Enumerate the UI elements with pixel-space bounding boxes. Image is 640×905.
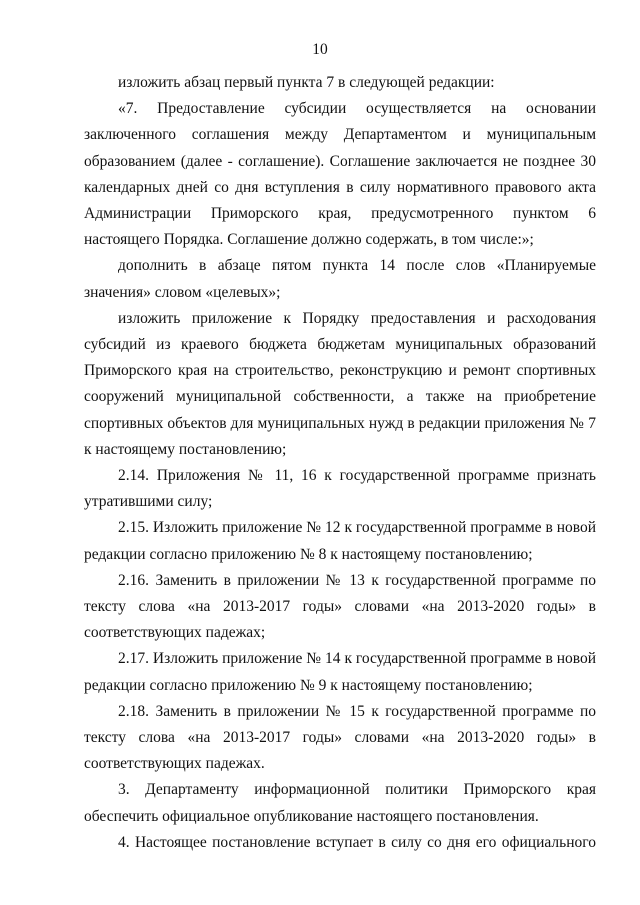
- paragraph-2-18: 2.18. Заменить в приложении № 15 к государственной программе по тексту слова «на 2013-2017 годы» словами «на 2013-2020 годы» в соответствующих падежах.: [84, 702, 596, 773]
- paragraph-item-14: дополнить в абзаце пятом пункта 14 после слов «Планируемые значения» словом «целевых»;: [84, 257, 596, 301]
- paragraph-2-15: 2.15. Изложить приложение № 12 к государственной программе в новой редакции согласно приложению № 8 к настоящему постановлению;: [84, 519, 596, 563]
- paragraph-3: 3. Департаменту информационной политики Приморского края обеспечить официальное опубликование настоящего постановления.: [84, 781, 596, 825]
- document-body: [84, 70, 596, 856]
- page-number: 10: [312, 41, 328, 58]
- paragraph-item-7: «7. Предоставление субсидии осуществляется на основании заключенного соглашения между Департаментом и муниципальным образованием (далее - соглашение). Соглашение заключается не позднее 30 календарных дней со дня вступления в силу нормативного правового акта Администрации Приморского края, предусмотренного пунктом 6 настоящего Порядка. Соглашение должно содержать, в том числе:»;: [84, 100, 596, 249]
- paragraph-intro: изложить абзац первый пункта 7 в следующей редакции:: [118, 74, 495, 91]
- paragraph-4: 4. Настоящее постановление вступает в силу со дня его официального: [118, 833, 596, 851]
- paragraph-2-14: 2.14. Приложения № 11, 16 к государственной программе признать утратившими силу;: [84, 467, 596, 511]
- paragraph-appendix: изложить приложение к Порядку предоставления и расходования субсидий из краевого бюджета бюджетам муниципальных образований Приморского края на строительство, реконструкцию и ремонт спортивных сооружений муниципальной собственности, а также на приобретение спортивных объектов для муниципальных нужд в редакции приложения № 7 к настоящему постановлению;: [84, 309, 596, 458]
- paragraph-2-17: 2.17. Изложить приложение № 14 к государственной программе в новой редакции согласно приложению № 9 к настоящему постановлению;: [84, 650, 596, 694]
- paragraph-2-16: 2.16. Заменить в приложении № 13 к государственной программе по тексту слова «на 2013-2017 годы» словами «на 2013-2020 годы» в соответствующих падежах;: [84, 571, 596, 642]
